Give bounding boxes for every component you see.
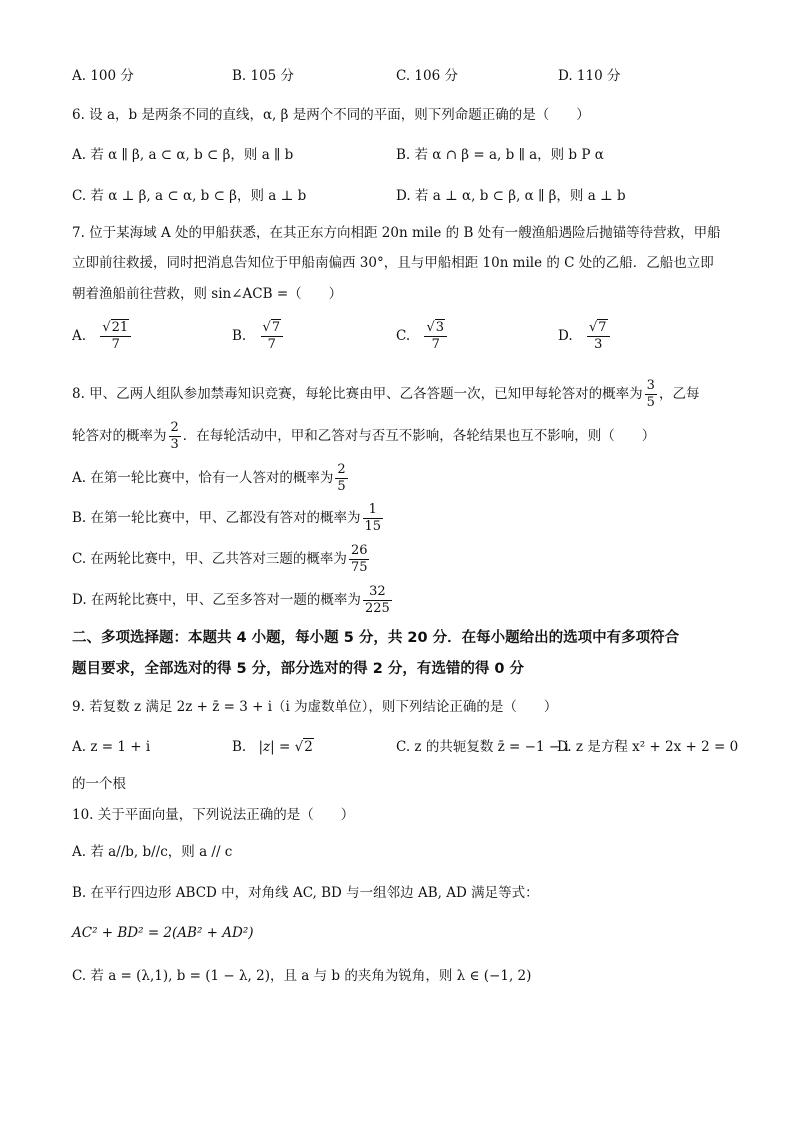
q6-option-c: C. 若 α ⊥ β, a ⊂ α, b ⊂ β，则 a ⊥ b [72,188,307,204]
option-text: A. 在第一轮比赛中，恰有一人答对的概率为 [72,470,334,486]
section-2-heading-line-1: 二、多项选择题：本题共 4 小题，每小题 5 分，共 20 分．在每小题给出的选项中有多项符合 [72,630,680,646]
q5-option-a: A. 100 分 [72,68,134,84]
q9-option-b: B. |z| = √2 [232,739,313,755]
frac-den: 75 [350,560,368,575]
q10-option-c: C. 若 a = (λ,1), b = (1 − λ, 2)，且 a 与 b 的夹角为锐角，则 λ ∈ (−1, 2) [72,968,532,984]
q9-option-c: C. z 的共轭复数 z̄ = −1 − i [396,739,569,755]
option-text: B. 在第一轮比赛中，甲、乙都没有答对的概率为 [72,510,361,526]
frac-den: 15 [364,519,382,534]
q8-line-1 [72,378,699,411]
frac-num: 2 [337,462,346,477]
q10-stem: 10. 关于平面向量，下列说法正确的是（ ） [72,807,355,823]
q8-line-1-text: 8. 甲、乙两人组队参加禁毒知识竞赛，每轮比赛由甲、乙各答题一次，已知甲每轮答对的概率为 [72,386,643,402]
option-label: B. [232,739,247,755]
q10-option-a: A. 若 a//b, b//c，则 a // c [72,844,233,860]
frac-num: 7 [271,320,281,335]
frac-den: 7 [111,337,120,352]
q8-line-2 [72,420,655,453]
frac-den: 7 [267,337,276,352]
frac-num: 7 [598,320,607,335]
frac-den: 3 [594,337,603,352]
q9-option-d: D. z 是方程 x² + 2x + 2 = 0 [557,739,739,755]
q9-b-root: 2 [304,739,313,755]
option-label: D. [558,328,573,344]
q6-option-b: B. 若 α ∩ β = a, b ∥ a，则 b P α [396,147,604,163]
q5-option-c: C. 106 分 [396,68,458,84]
frac-num: 26 [350,543,368,558]
frac-den: 225 [364,601,390,616]
option-text: C. 在两轮比赛中，甲、乙共答对三题的概率为 [72,551,347,567]
q6-option-a: A. 若 α ∥ β, a ⊂ α, b ⊂ β，则 a ∥ b [72,147,294,163]
q7-option-c: C. $\frac{√3}{7}$ [396,320,449,353]
q8-option-a [72,462,350,495]
option-text: D. 在两轮比赛中，甲、乙至多答对一题的概率为 [72,592,361,608]
q7-line-3: 朝着渔船前往营救，则 sin∠ACB =（ ） [72,286,343,302]
q10-option-b: B. 在平行四边形 ABCD 中，对角线 AC, BD 与一组邻边 AB, AD 满足等式： [72,885,539,901]
frac-num: 21 [111,320,129,335]
frac-den: 5 [646,395,655,410]
q8-option-b [72,502,385,535]
section-2-heading-line-2: 题目要求，全部选对的得 5 分，部分选对的得 2 分，有选错的得 0 分 [72,661,525,677]
q9-stem: 9. 若复数 z 满足 2z + z̄ = 3 + i（i 为虚数单位），则下列结论正确的是（ ） [72,699,558,715]
option-label: B. [232,328,247,344]
q5-option-d: D. 110 分 [558,68,621,84]
q8-option-c [72,543,371,576]
frac-den: 7 [431,337,440,352]
q7-option-d: D. $\frac{√7}{3}$ [558,320,612,353]
option-label: A. [72,328,87,344]
q5-option-b: B. 105 分 [232,68,295,84]
q8-line-1-tail: ，乙每 [658,386,700,402]
q10-option-b-equation: AC² + BD² = 2(AB² + AD²) [72,925,254,941]
q7-line-2: 立即前往救援，同时把消息告知位于甲船南偏西 30°，且与甲船相距 10n mile 的 C 处的乙船．乙船也立即 [72,255,714,271]
q9-option-d-continued: 的一个根 [72,776,126,792]
frac-num: 3 [646,378,655,393]
q7-line-1: 7. 位于某海域 A 处的甲船获悉，在其正东方向相距 20n mile 的 B 处有一艘渔船遇险后抛锚等待营救，甲船 [72,225,721,241]
frac-den: 5 [337,479,346,494]
q8-line-2-text: 轮答对的概率为 [72,428,167,444]
frac-num: 2 [170,420,179,435]
q6-option-d: D. 若 a ⊥ α, b ⊂ β, α ∥ β，则 a ⊥ b [396,188,626,204]
q9-option-a: A. z = 1 + i [72,739,151,755]
q8-option-d [72,584,394,617]
q9-b-expr: |z| = [258,739,295,755]
q6-stem: 6. 设 a，b 是两条不同的直线，α, β 是两个不同的平面，则下列命题正确的是（ ） [72,107,590,123]
frac-num: 32 [363,584,392,601]
frac-den: 3 [170,437,179,452]
q8-line-2-tail: ．在每轮活动中，甲和乙答对与否互不影响，各轮结果也互不影响，则（ ） [182,428,656,444]
q7-option-b: B. $\frac{√7}{7}$ [232,320,285,353]
option-label: C. [396,328,411,344]
frac-num: 1 [363,502,384,519]
q7-option-a: A. $\frac{√21}{7}$ [72,320,133,353]
frac-num: 3 [435,320,445,335]
